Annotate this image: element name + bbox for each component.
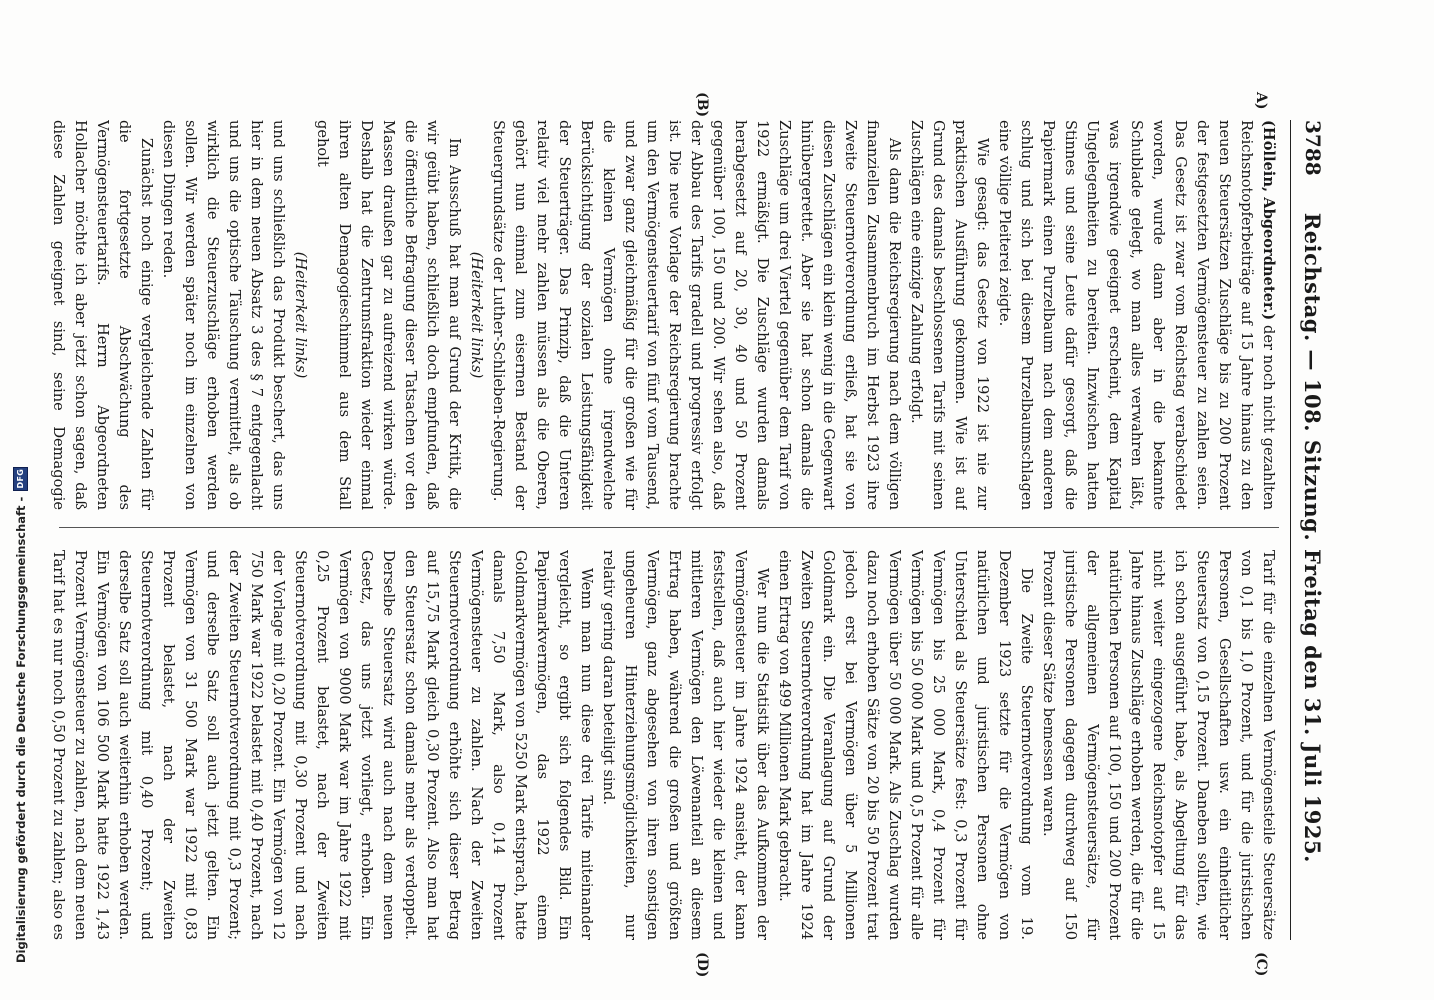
interjection: (Heiterkeit links) xyxy=(468,251,485,379)
speaker-name: (Höllein, Abgeordneter.) xyxy=(1260,120,1277,321)
page-title: Reichstag. — 108. Sitzung. Freitag den 31. Juli 1925. xyxy=(1300,212,1326,863)
paragraph-text: Wie gesagt: das Gesetz von 1922 ist nie zur praktischen Ausführung gekommen. Wie ist auf Grund des damals beschlossenen Tarifs mit seinen Zuschlägen eine einzige Zahlung erfolgt. xyxy=(908,120,991,510)
paragraph-text: Als dann die Reichsregierung nach dem völligen finanziellen Zusammenbruch im Herbst 1923 ihre Zweite Steuernotverordnung erließ, hat sie von diesen Zuschlägen ein klein wenig in die Gegenwart hinübergerettet. Aber sie hat schon damals die Zuschläge um drei Viertel gegenüber dem Tarif von 1922 ermäßigt. Die Zuschläge wurden damals herabgesetzt auf 20, 30, 40 und 50 Prozent gegenüber 100, 150 und 200. Wir sehen also, daß der Abbau des Tarifs gradell und progressiv erfolgt ist. Die neue Vorlage der Reichsregierung brachte um den Vermögensteuertarif von fünf vom Tausend, und zwar ganz gleichmäßig für die großen wie für die kleinen Vermögen ohne irgendwelche Berücksichtigung der sozialen Leistungsfähigkeit der Steuerträger. Das Prinzip, daß die Unteren relativ viel mehr zahlen müssen als die Oberen, gehört nun einmal zum eisernen Bestand der Steuergrundsätze der Luther-Schlieben-Regierung. xyxy=(490,120,903,510)
paragraph-text: Zunächst noch einige vergleichende Zahlen für die fortgesetzte Abschwächung des Vermögensteuertarifs. Herrn Abgeordneten Hollacher möchte ich aber jetzt schon sagen, daß diese Zahlen geeignet sind, seine Demagogie xyxy=(50,120,155,510)
funding-notice xyxy=(13,467,28,963)
paragraph xyxy=(597,550,773,940)
page-number: 3788 xyxy=(1301,120,1325,176)
page-header xyxy=(1290,120,1335,940)
paragraph-text: der noch nicht gezahlten Reichsnotopferbeiträge auf 15 Jahre hinaus zu den neuen Steuersätzen Zuschläge bis zu 200 Prozent der festgesetzten Vermögensteuer zu zahlen seien. Das Gesetz ist zwar vom Reichstag verabschiedet worden, wurde dann aber in die bekannte Schublade gelegt, wo man alles verwahren läßt, was irgendwie geeignet erscheint, dem Kapital Ungelegenheiten zu bereiten. Inzwischen hatten Stinnes und seine Leute dafür gesorgt, daß die Papiermark einen Purzelbaum nach dem anderen schlug und sich bei diesem Purzelbaumschlagen eine völlige Pleiterei zeigte. xyxy=(996,120,1277,510)
paragraph xyxy=(773,550,1037,940)
margin-marker-a: A) xyxy=(1253,92,1269,110)
paragraph-text: Im Ausschuß hat man auf Grund der Kritik, die wir geübt haben, schließlich doch empfunden, daß die öffentliche Befragung dieser Tatsachen vor den Massen draußen gar zu aufreizend wirken würde. Deshalb hat die Zentrumsfraktion wieder einmal ihren alten Demagogieschimmel aus dem Stall geholt xyxy=(314,120,463,510)
paragraph xyxy=(49,550,597,940)
paragraph xyxy=(487,120,905,510)
paragraph xyxy=(993,120,1279,510)
margin-marker-b: (B) xyxy=(694,92,710,118)
paragraph-text: Wenn man nun diese drei Tarife miteinander vergleicht, so ergibt sich folgendes Bild. Ein Papiermarkvermögen, das 1922 einem Goldmarkvermögen von 5250 Mark entsprach, hatte damals 7,50 Mark, also 0,14 Prozent Vermögensteuer zu zahlen. Nach der Zweiten Steuernotverordnung erhöhte sich dieser Betrag auf 15,75 Mark gleich 0,30 Prozent. Also man hat den Steuersatz schon damals mehr als verdoppelt. Derselbe Steuersatz wird auch nach dem neuen Gesetz, das uns jetzt vorliegt, erhoben. Ein Vermögen von 9000 Mark war im Jahre 1922 mit 0,25 Prozent belastet, nach der Zweiten Steuernotverordnung mit 0,30 Prozent und nach der Vorlage mit 0,20 Prozent. Ein Vermögen von 12 750 Mark war 1922 belastet mit 0,40 Prozent, nach der Zweiten Steuernotverordnung mit 0,3 Prozent; und derselbe Satz soll auch jetzt gelten. Ein Vermögen von 31 500 Mark war 1922 mit 0,83 Prozent belastet, nach der Zweiten Steuernotverordnung mit 0,40 Prozent; und derselbe Satz soll auch weiterhin erhoben werden. Ein Vermögen von 106 500 Mark hatte 1922 1,43 Prozent Vermögensteuer zu zahlen, nach dem neuen Tarif hat es nur noch 0,50 Prozent zu zahlen; also es xyxy=(50,550,595,940)
paragraph xyxy=(157,120,289,510)
interjection: (Heiterkeit links) xyxy=(292,251,309,379)
paragraph xyxy=(311,120,465,510)
funding-text: Digitalisierung gefördert durch die Deutsche Forschungsgemeinschaft - xyxy=(13,496,28,963)
paragraph xyxy=(49,120,157,510)
paragraph-text: und uns schließlich das Produkt beschert, das uns hier in dem neuen Absatz 3 des § 7 entgegenlacht und uns die optische Täuschung vermittelt, als ob wirklich die Steuerzuschläge erhoben werden sollen. Wir werden später noch im einzelnen von diesen Dingen reden. xyxy=(160,120,287,510)
paragraph-text: Wer nun die Statistik über das Aufkommen der Vermögensteuer im Jahre 1924 ansieht, der kann feststellen, daß auch hier wieder die kleinen und mittleren Vermögen den Löwenanteil an diesem Ertrag haben, während die großen und größten Vermögen, ganz abgesehen von ihren sonstigen ungeheuren Hinterziehungsmöglichkeiten, nur relativ gering daran beteiligt sind. xyxy=(600,550,771,940)
paragraph-text: Die Zweite Steuernotverordnung vom 19. Dezember 1923 setzte für die Vermögen von natürlichen und juristischen Personen ohne Unterschied als Steuersätze fest: 0,3 Prozent für Vermögen bis 25 000 Mark, 0,4 Prozent für Vermögen bis 50 000 Mark und 0,5 Prozent für alle Vermögen über 50 000 Mark. Als Zuschlag wurden dazu noch erhoben Sätze von 20 bis 50 Prozent trat jedoch erst bei Vermögen über 5 Millionen Goldmark ein. Die Veranlagung auf Grund der Zweiten Steuernotverordnung hat im Jahre 1924 einen Ertrag von 499 Millionen Mark gebracht. xyxy=(776,550,1035,940)
text-column-left xyxy=(49,120,1279,510)
paragraph-text: Tarif für die einzelnen Vermögensteile Steuersätze von 0,1 bis 1,0 Prozent, und für die juristischen Personen, Gesellschaften usw. ein einheitlicher Steuersatz von 0,15 Prozent. Daneben sollten, wie ich schon ausgeführt habe, als Abgeltung für das nicht weiter eingezogene Reichsnotopfer auf 15 Jahre hinaus Zuschläge erhoben werden, die für die natürlichen Personen auf 100, 150 und 200 Prozent der allgemeinen Vermögensteuersätze, für juristische Personen dagegen durchweg auf 150 Prozent dieser Sätze bemessen waren. xyxy=(1040,550,1277,940)
dfg-logo-icon: DFG xyxy=(13,467,28,491)
paragraph xyxy=(905,120,993,510)
funding-strip xyxy=(0,0,26,1000)
margin-marker-d: (D) xyxy=(694,952,710,978)
column-divider xyxy=(59,527,1279,528)
text-column-right xyxy=(49,550,1279,940)
margin-marker-c: (C) xyxy=(1253,952,1269,977)
paragraph xyxy=(1037,550,1279,940)
page-content xyxy=(35,80,1335,978)
